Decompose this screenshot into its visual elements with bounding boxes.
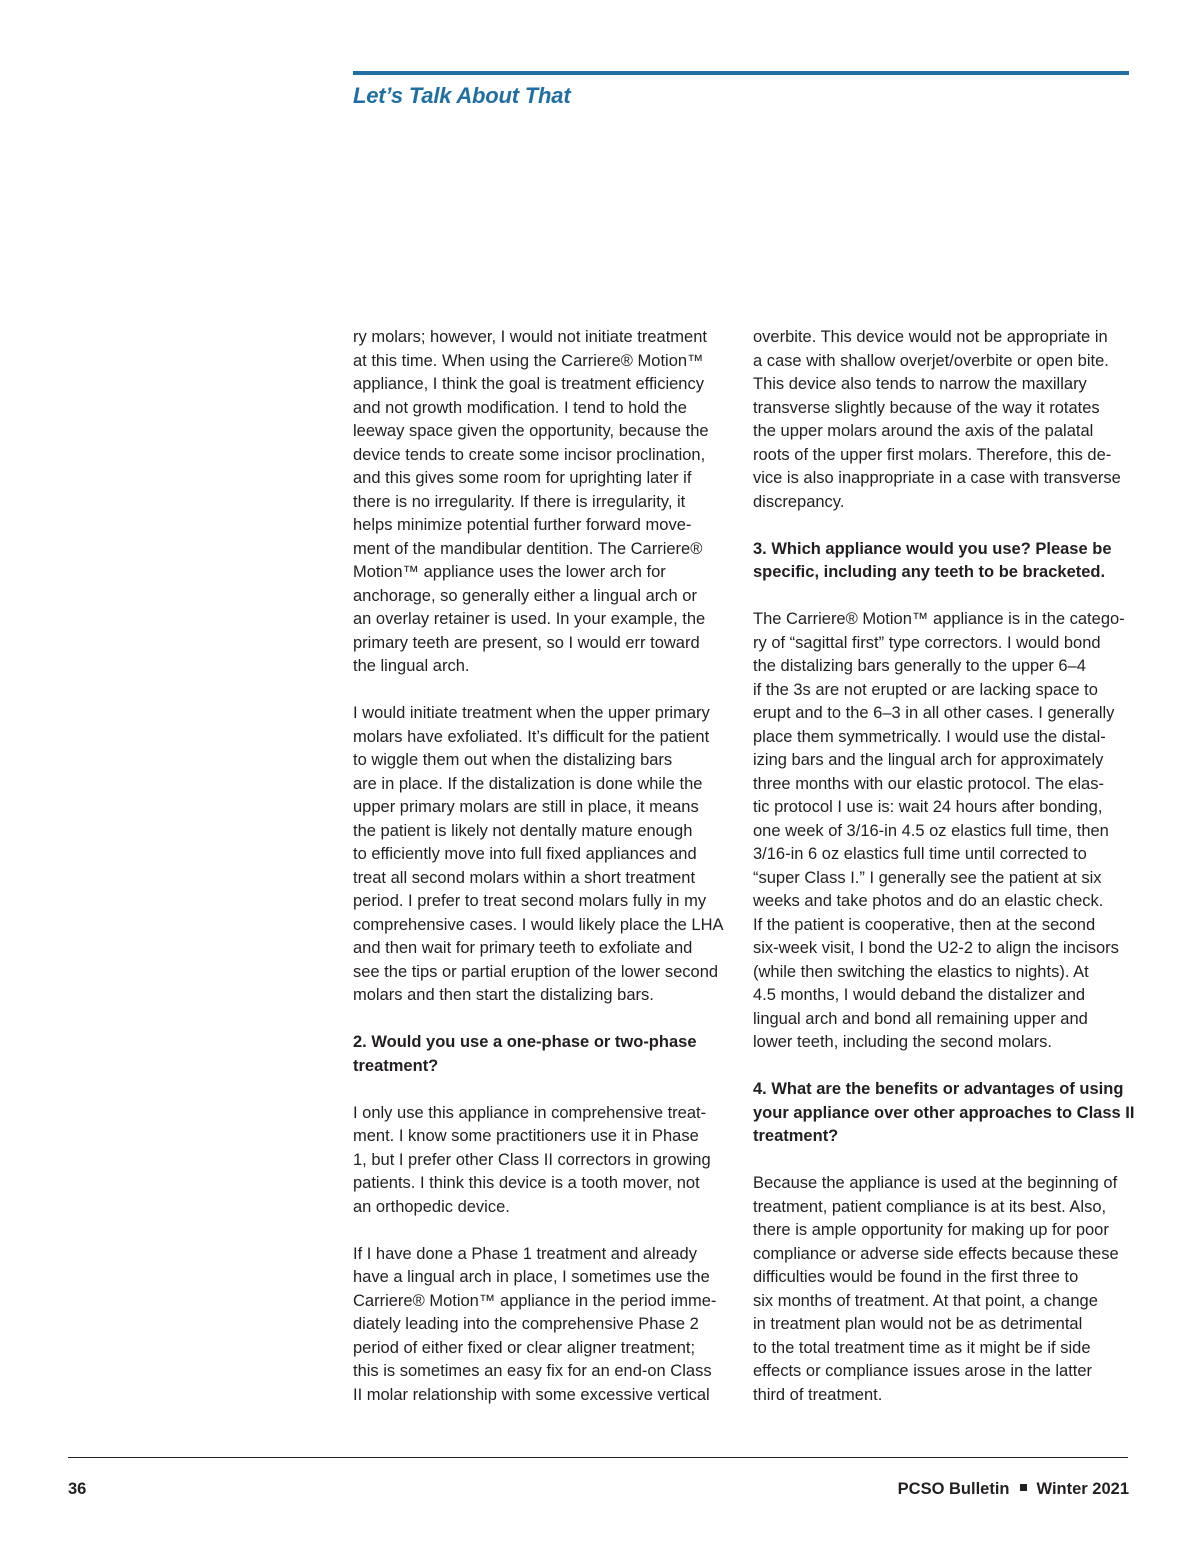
body-text-line: comprehensive cases. I would likely place the LHA (353, 915, 724, 934)
body-text-line: one week of 3/16-in 4.5 oz elastics full time, then (753, 821, 1109, 840)
paragraph-gap (353, 1008, 731, 1032)
body-text-line: “super Class I.” I generally see the patient at six (753, 868, 1102, 887)
body-text-line: treatment, patient compliance is at its best. Also, (753, 1197, 1107, 1216)
body-text-line: a case with shallow overjet/overbite or open bite. (753, 351, 1109, 370)
body-text-line: the upper molars around the axis of the palatal (753, 422, 1094, 440)
page-number: 36 (68, 1480, 87, 1498)
body-text-line: Carriere® Motion™ appliance in the period imme- (353, 1291, 717, 1310)
body-text-line: compliance or adverse side effects because these (753, 1244, 1119, 1263)
body-text-line: there is no irregularity. If there is irregularity, it (353, 492, 686, 511)
body-text-line: lower teeth, including the second molars. (753, 1033, 1052, 1051)
body-text-line: diately leading into the comprehensive Phase 2 (353, 1315, 699, 1333)
body-text-line: vice is also inappropriate in a case with transverse (753, 469, 1121, 487)
body-text-line: three months with our elastic protocol. The elas- (753, 774, 1104, 793)
paragraph-gap (753, 514, 1131, 538)
body-text-line: the lingual arch. (353, 657, 470, 675)
body-text-line: the distalizing bars generally to the upper 6–4 (753, 657, 1086, 675)
body-text-line: third of treatment. (753, 1385, 883, 1404)
body-text-line: appliance, I think the goal is treatment efficiency (353, 375, 704, 393)
body-text-line: molars have exfoliated. It’s difficult for the patient (353, 727, 710, 746)
body-text-line: weeks and take photos and do an elastic check. (753, 892, 1104, 910)
paragraph-gap (353, 679, 731, 703)
body-text-line: roots of the upper first molars. Therefore, this de- (753, 445, 1112, 464)
body-text-line: are in place. If the distalization is done while the (353, 774, 703, 793)
body-text-line: The Carriere® Motion™ appliance is in the catego- (753, 610, 1125, 628)
body-text-line: have a lingual arch in place, I sometimes use the (353, 1268, 710, 1286)
body-text-line: period. I prefer to treat second molars fully in my (353, 892, 707, 910)
body-text-line: tic protocol I use is: wait 24 hours after bonding, (753, 798, 1103, 816)
body-text-line: primary teeth are present, so I would err toward (353, 633, 700, 652)
body-text-line: anchorage, so generally either a lingual arch or (353, 586, 697, 605)
body-text-line: six months of treatment. At that point, a change (753, 1291, 1098, 1310)
body-text-line: device tends to create some incisor proclination, (353, 445, 706, 464)
body-text-line: upper primary molars are still in place, it means (353, 798, 699, 816)
body-text-line: at this time. When using the Carriere® Motion™ (353, 351, 704, 370)
separator-square-icon (1020, 1484, 1027, 1491)
paragraph-gap (753, 1055, 1131, 1079)
paragraph-gap (353, 1219, 731, 1243)
body-text-line: place them symmetrically. I would use the distal- (753, 727, 1106, 746)
body-text-line: in treatment plan would not be as detrimental (753, 1315, 1083, 1333)
question-heading-line: treatment? (753, 1127, 839, 1145)
question-heading-line: your appliance over other approaches to Class II (753, 1103, 1135, 1122)
body-text-line: ry of “sagittal first” type correctors. I would bond (753, 633, 1101, 652)
body-text-line: effects or compliance issues arose in the latter (753, 1362, 1093, 1380)
body-text-line: lingual arch and bond all remaining upper and (753, 1009, 1088, 1028)
body-text-line: If the patient is cooperative, then at the second (753, 915, 1096, 934)
body-text-line: if the 3s are not erupted or are lacking space to (753, 680, 1098, 699)
text-column-left (353, 326, 731, 1407)
body-text-line: ment. I know some practitioners use it in Phase (353, 1127, 699, 1145)
section-title: Let’s Talk About That (353, 83, 571, 108)
body-text-line: and then wait for primary teeth to exfoliate and (353, 939, 693, 957)
body-text-line: I would initiate treatment when the upper primary (353, 704, 710, 722)
question-heading-line: specific, including any teeth to be bracketed. (753, 563, 1106, 581)
footer-rule (68, 1457, 1128, 1458)
body-text-line: to wiggle them out when the distalizing bars (353, 751, 673, 769)
body-text-line: and this gives some room for uprighting later if (353, 469, 692, 487)
paragraph-gap (753, 1149, 1131, 1173)
body-text-line: to the total treatment time as it might be if side (753, 1338, 1091, 1357)
body-text-line: the patient is likely not dentally mature enough (353, 821, 693, 840)
body-text-line: This device also tends to narrow the maxillary (753, 375, 1087, 393)
question-heading-line: 2. Would you use a one-phase or two-phase (353, 1033, 697, 1051)
body-text-line: treat all second molars within a short treatment (353, 868, 696, 887)
body-text-line: patients. I think this device is a tooth mover, not (353, 1174, 700, 1192)
body-text-line: Motion™ appliance uses the lower arch for (353, 563, 666, 581)
body-text-line: If I have done a Phase 1 treatment and already (353, 1244, 697, 1263)
body-text-line: izing bars and the lingual arch for approximately (753, 751, 1104, 769)
body-text-line: erupt and to the 6–3 in all other cases. I generally (753, 704, 1115, 722)
body-text-line: and not growth modification. I tend to hold the (353, 398, 687, 417)
issue-date: Winter 2021 (1036, 1480, 1129, 1498)
paragraph-gap (753, 585, 1131, 609)
question-heading-line: treatment? (353, 1056, 439, 1075)
body-text-line: transverse slightly because of the way it rotates (753, 398, 1100, 417)
body-text-line: helps minimize potential further forward move- (353, 516, 692, 534)
body-text-line: II molar relationship with some excessive vertical (353, 1385, 710, 1404)
publication-name: PCSO Bulletin (897, 1480, 1010, 1498)
body-text-line: this is sometimes an easy fix for an end-on Class (353, 1362, 712, 1380)
body-text-line: 4.5 months, I would deband the distalizer and (753, 986, 1086, 1004)
question-heading-line: 4. What are the benefits or advantages of using (753, 1080, 1124, 1098)
body-text-line: I only use this appliance in comprehensive treat- (353, 1103, 707, 1122)
body-text-line: ment of the mandibular dentition. The Carriere® (353, 539, 703, 558)
footer-publication-info (898, 1480, 1129, 1499)
body-text-line: to efficiently move into full fixed appliances and (353, 845, 697, 863)
body-text-line: leeway space given the opportunity, because the (353, 422, 709, 440)
body-text-line: molars and then start the distalizing bars. (353, 986, 654, 1004)
body-text-line: an overlay retainer is used. In your example, the (353, 610, 706, 628)
body-text-line: ry molars; however, I would not initiate treatment (353, 328, 707, 346)
text-column-right (753, 326, 1135, 1407)
body-text-line: discrepancy. (753, 492, 845, 511)
question-heading-line: 3. Which appliance would you use? Please be (753, 539, 1112, 558)
body-text-line: see the tips or partial eruption of the lower second (353, 962, 719, 981)
body-text-line: (while then switching the elastics to nights). At (753, 962, 1089, 981)
body-text-line: overbite. This device would not be appropriate in (753, 328, 1108, 346)
body-text-line: there is ample opportunity for making up for poor (753, 1221, 1109, 1239)
body-text-line: difficulties would be found in the first three to (753, 1268, 1079, 1286)
header-rule (353, 71, 1129, 75)
body-text-line: 1, but I prefer other Class II correctors in growing (353, 1150, 711, 1169)
body-text-line: 3/16-in 6 oz elastics full time until corrected to (753, 845, 1087, 863)
body-text-line: period of either fixed or clear aligner treatment; (353, 1338, 696, 1357)
paragraph-gap (353, 1078, 731, 1102)
body-text-line: six-week visit, I bond the U2-2 to align the incisors (753, 939, 1119, 957)
body-text-line: Because the appliance is used at the beginning of (753, 1174, 1118, 1192)
body-text-line: an orthopedic device. (353, 1197, 510, 1216)
